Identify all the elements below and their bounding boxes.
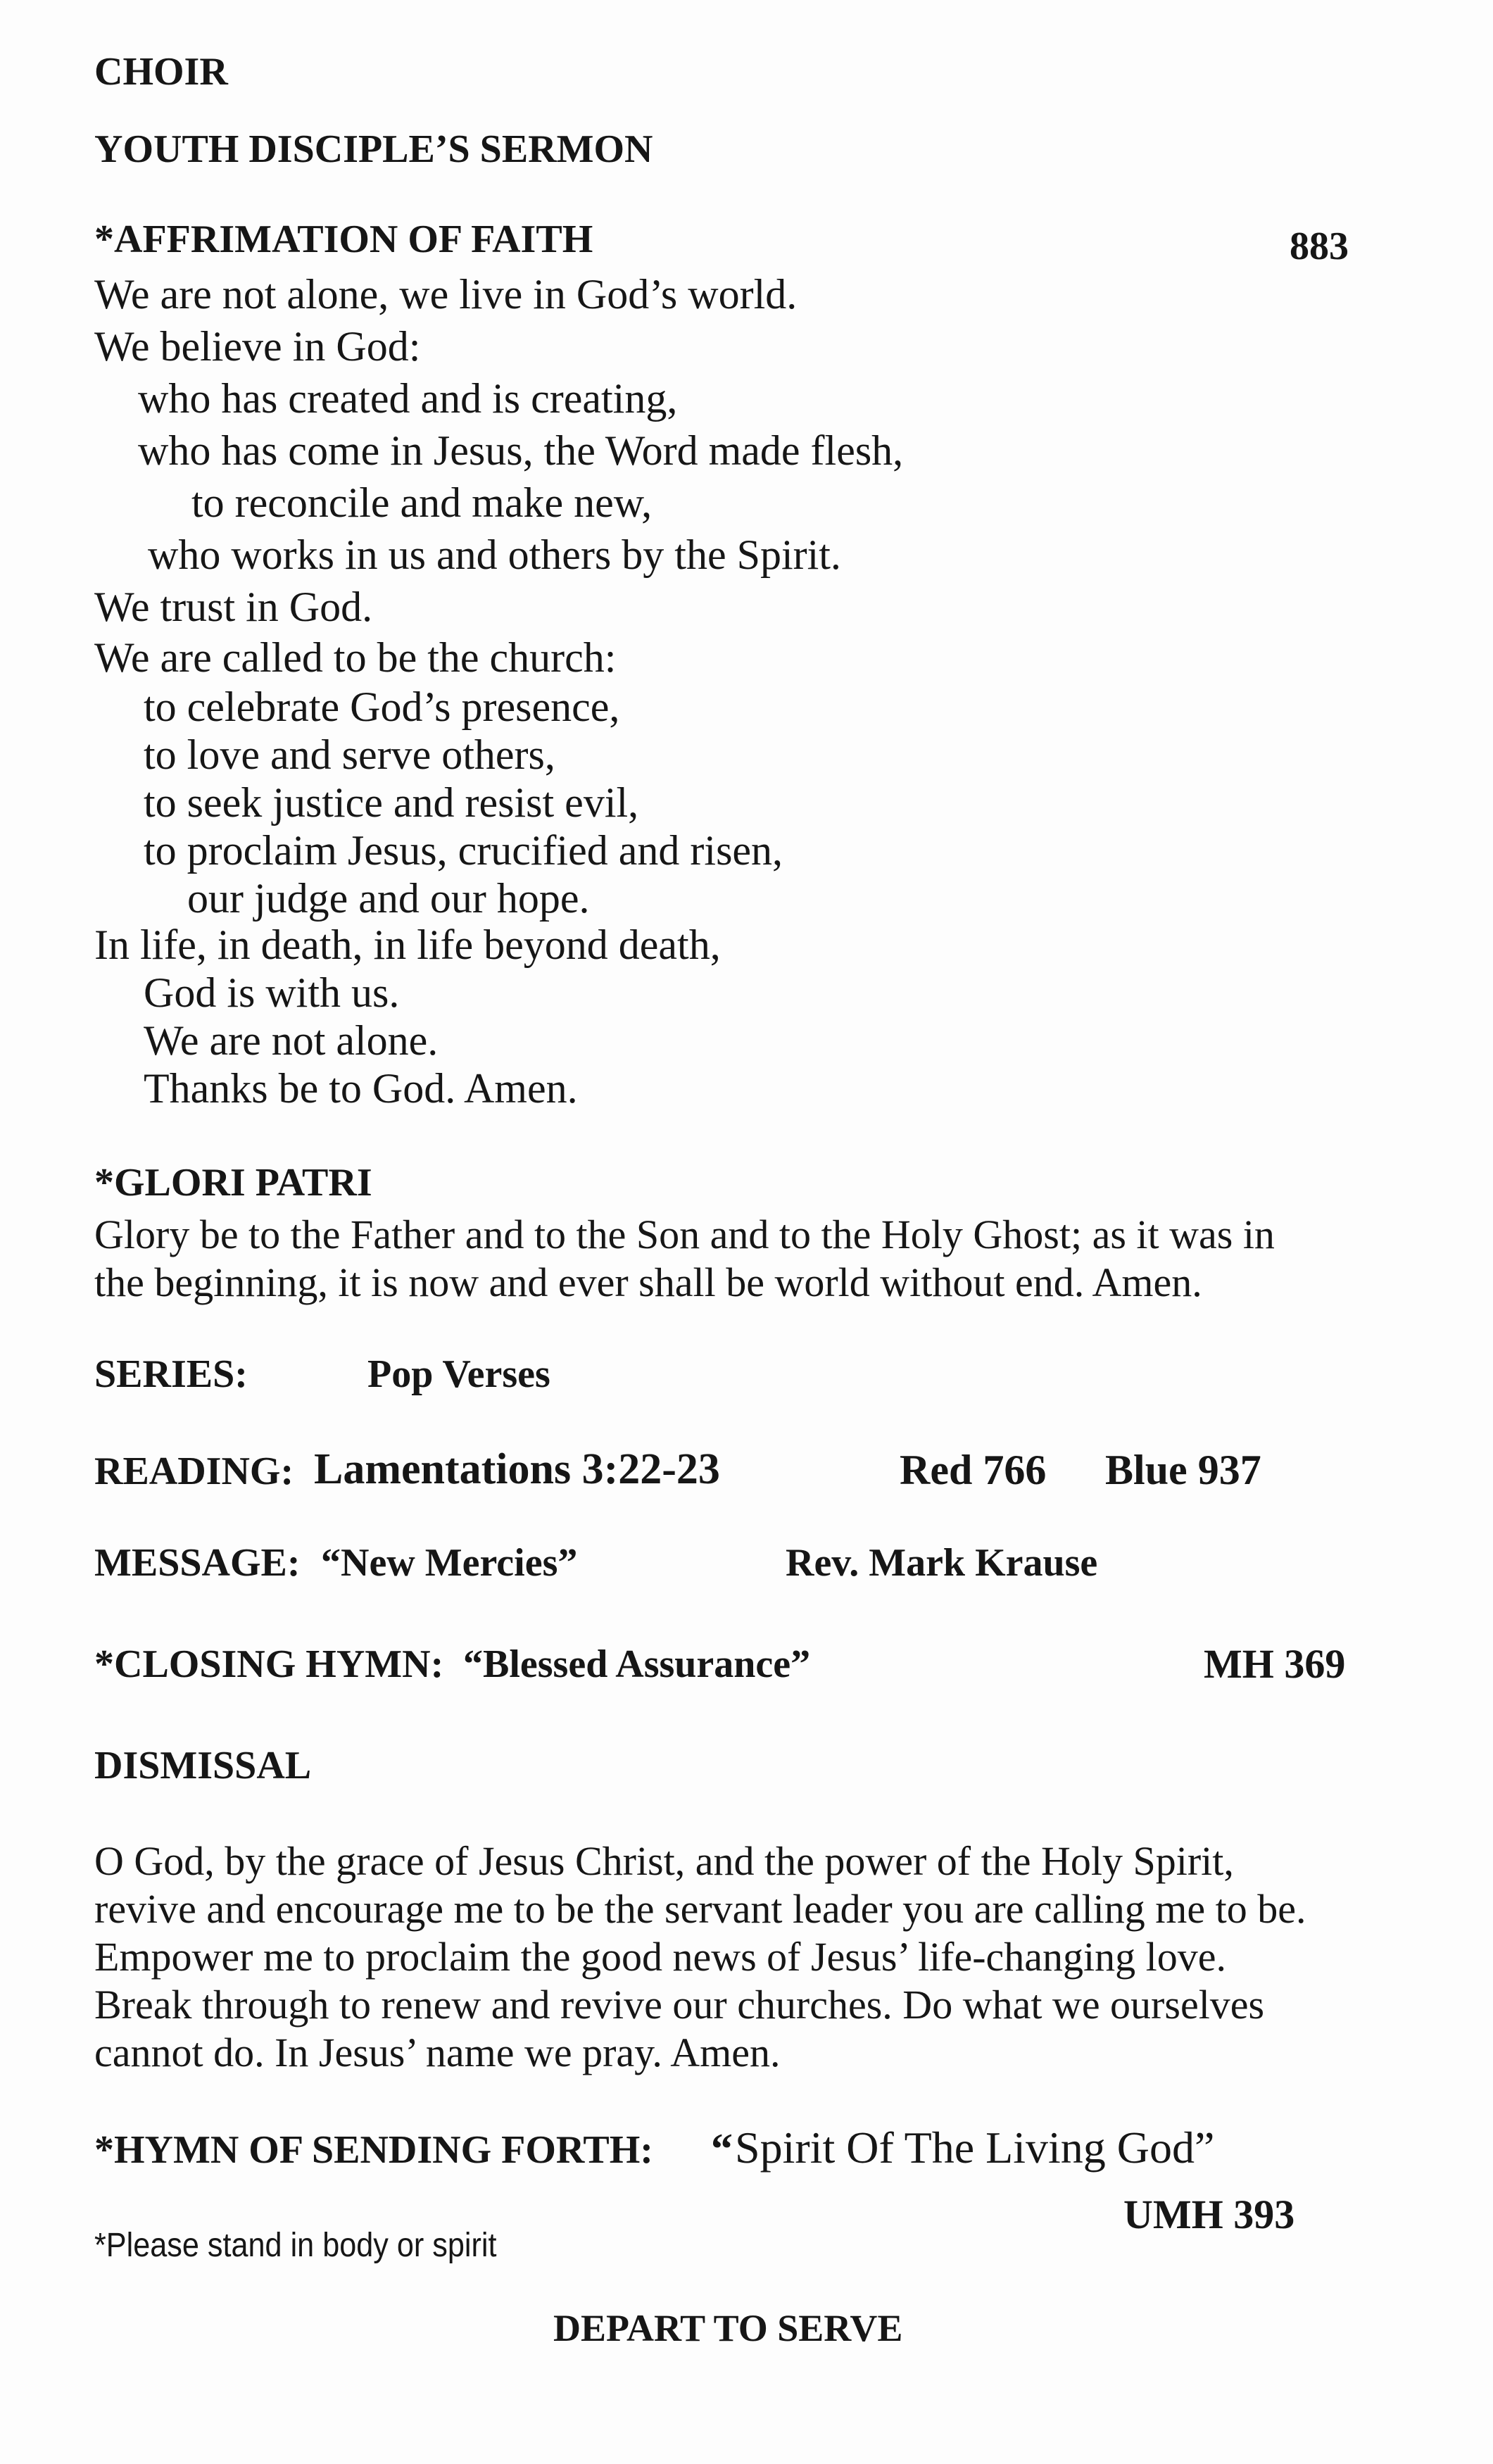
prayer-line: cannot do. In Jesus’ name we pray. Amen. — [94, 2030, 781, 2075]
prayer-line: Break through to renew and revive our churches. Do what we ourselves — [94, 1982, 1265, 2028]
gloria-line: the beginning, it is now and ever shall be world without end. Amen. — [94, 1259, 1202, 1305]
closing-hymn-label: *CLOSING HYMN: — [94, 1642, 444, 1686]
affirmation-line: to celebrate God’s presence, — [144, 684, 620, 730]
message-label: MESSAGE: — [94, 1541, 301, 1585]
series-label: SERIES: — [94, 1352, 248, 1396]
series-value: Pop Verses — [367, 1352, 550, 1396]
affirmation-line: We are called to be the church: — [94, 634, 617, 681]
affirmation-line: We believe in God: — [94, 323, 421, 370]
closing-hymn-number: MH 369 — [1204, 1641, 1346, 1687]
closing-hymn-title: “Blessed Assurance” — [463, 1642, 811, 1686]
affirmation-line: to love and serve others, — [144, 731, 555, 778]
choir-heading: CHOIR — [94, 50, 228, 94]
affirmation-line: to proclaim Jesus, crucified and risen, — [144, 827, 783, 874]
affirmation-line: who has created and is creating, — [138, 375, 678, 422]
affirmation-line: to seek justice and resist evil, — [144, 779, 639, 826]
affirmation-title: *AFFRIMATION OF FAITH — [94, 218, 593, 261]
prayer-line: Empower me to proclaim the good news of Jesus’ life-changing love. — [94, 1934, 1226, 1980]
affirmation-line: In life, in death, in life beyond death, — [94, 922, 721, 968]
sending-hymn-number: UMH 393 — [1123, 2192, 1295, 2237]
sending-hymn-open-quote: “ — [711, 2125, 733, 2173]
affirmation-line: We trust in God. — [94, 584, 373, 630]
affirmation-line: who has come in Jesus, the Word made flesh, — [138, 427, 904, 474]
reading-blue-number: Blue 937 — [1105, 1447, 1261, 1493]
stand-note: *Please stand in body or spirit — [94, 2227, 497, 2264]
message-title: “New Mercies” — [321, 1541, 578, 1585]
affirmation-line: We are not alone, we live in God’s world. — [94, 271, 798, 318]
youth-sermon-heading: YOUTH DISCIPLE’S SERMON — [94, 127, 653, 171]
sending-hymn-title: Spirit Of The Living God” — [735, 2123, 1215, 2173]
prayer-line: O God, by the grace of Jesus Christ, and the power of the Holy Spirit, — [94, 1838, 1234, 1884]
affirmation-number: 883 — [1290, 225, 1349, 268]
gloria-line: Glory be to the Father and to the Son and to the Holy Ghost; as it was in — [94, 1212, 1275, 1257]
sending-hymn-label: *HYMN OF SENDING FORTH: — [94, 2128, 653, 2172]
affirmation-line: who works in us and others by the Spirit. — [148, 532, 841, 578]
affirmation-line: Thanks be to God. Amen. — [144, 1065, 578, 1112]
message-speaker: Rev. Mark Krause — [786, 1541, 1098, 1585]
reading-passage: Lamentations 3:22-23 — [314, 1445, 720, 1493]
gloria-title: *GLORI PATRI — [94, 1161, 372, 1205]
reading-red-number: Red 766 — [900, 1447, 1047, 1493]
affirmation-line: to reconcile and make new, — [191, 479, 653, 526]
affirmation-line: We are not alone. — [144, 1017, 439, 1064]
reading-label: READING: — [94, 1450, 294, 1493]
prayer-line: revive and encourage me to be the servant leader you are calling me to be. — [94, 1886, 1306, 1932]
depart-heading: DEPART TO SERVE — [553, 2307, 903, 2349]
affirmation-line: our judge and our hope. — [187, 875, 590, 922]
affirmation-line: God is with us. — [144, 969, 400, 1016]
dismissal-heading: DISMISSAL — [94, 1744, 312, 1787]
